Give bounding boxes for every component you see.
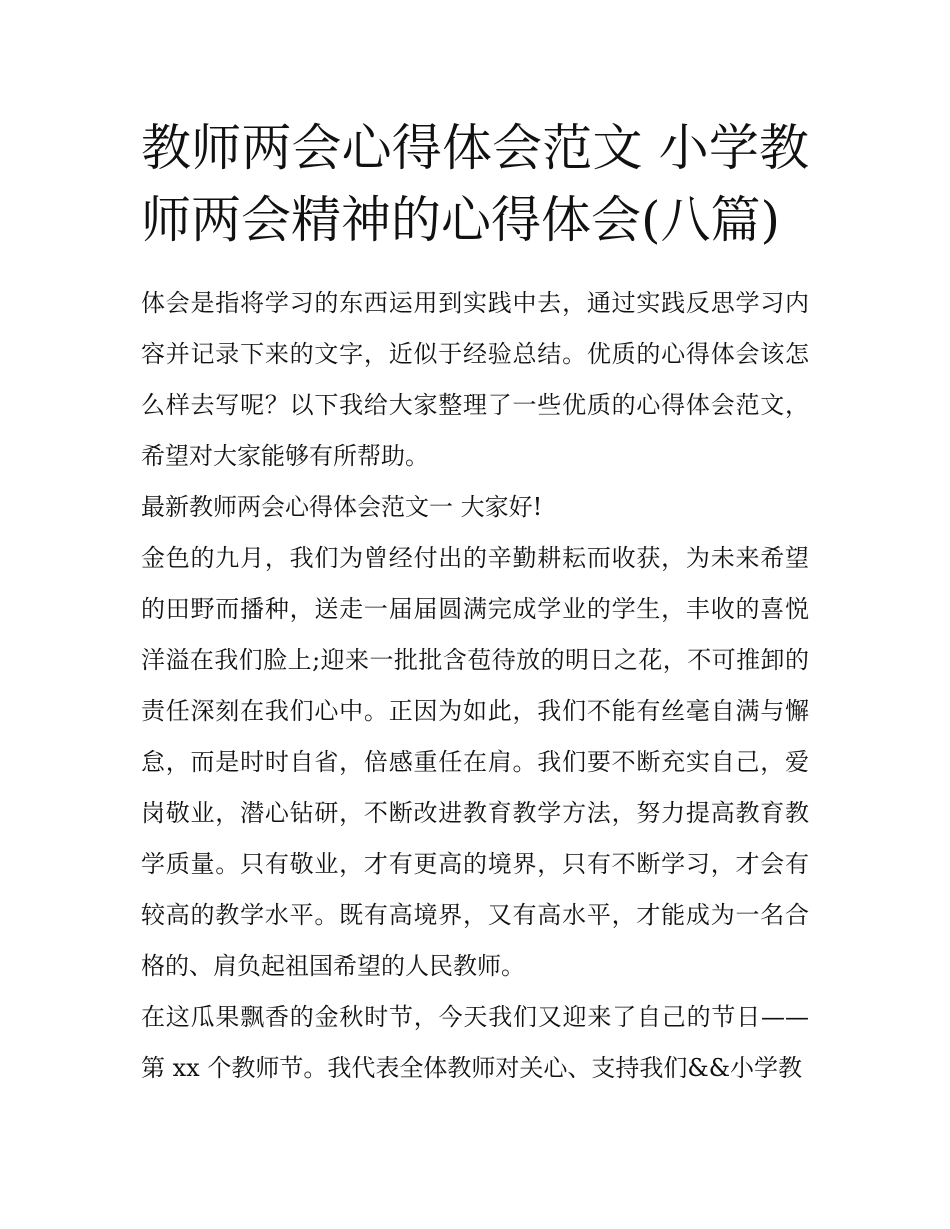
document-body [141,278,809,1094]
section-heading: 最新教师两会心得体会范文一 大家好! [141,493,543,521]
document-content [141,112,809,1094]
body-paragraph: 在这瓜果飘香的金秋时节，今天我们又迎来了自己的节日——第 xx 个教师节。我代表全体教师对关心、支持我们&&小学教 [141,1003,809,1082]
intro-paragraph: 体会是指将学习的东西运用到实践中去，通过实践反思学习内容并记录下来的文字，近似于经验总结。优质的心得体会该怎么样去写呢？以下我给大家整理了一些优质的心得体会范文，希望对大家能够有所帮助。 [141,289,809,470]
body-paragraph: 金色的九月，我们为曾经付出的辛勤耕耘而收获，为未来希望的田野而播种，送走一届届圆满完成学业的学生，丰收的喜悦洋溢在我们脸上;迎来一批批含苞待放的明日之花，不可推卸的责任深刻在我们心中。正因为如此，我们不能有丝毫自满与懈怠，而是时时自省，倍感重任在肩。我们要不断充实自己，爱岗敬业，潜心钻研，不断改进教育教学方法，努力提高教育教学质量。只有敬业，才有更高的境界，只有不断学习，才会有较高的教学水平。既有高境界，又有高水平，才能成为一名合格的、肩负起祖国希望的人民教师。 [141,544,809,980]
document-title: 教师两会心得体会范文 小学教师两会精神的心得体会(八篇) [141,119,809,249]
